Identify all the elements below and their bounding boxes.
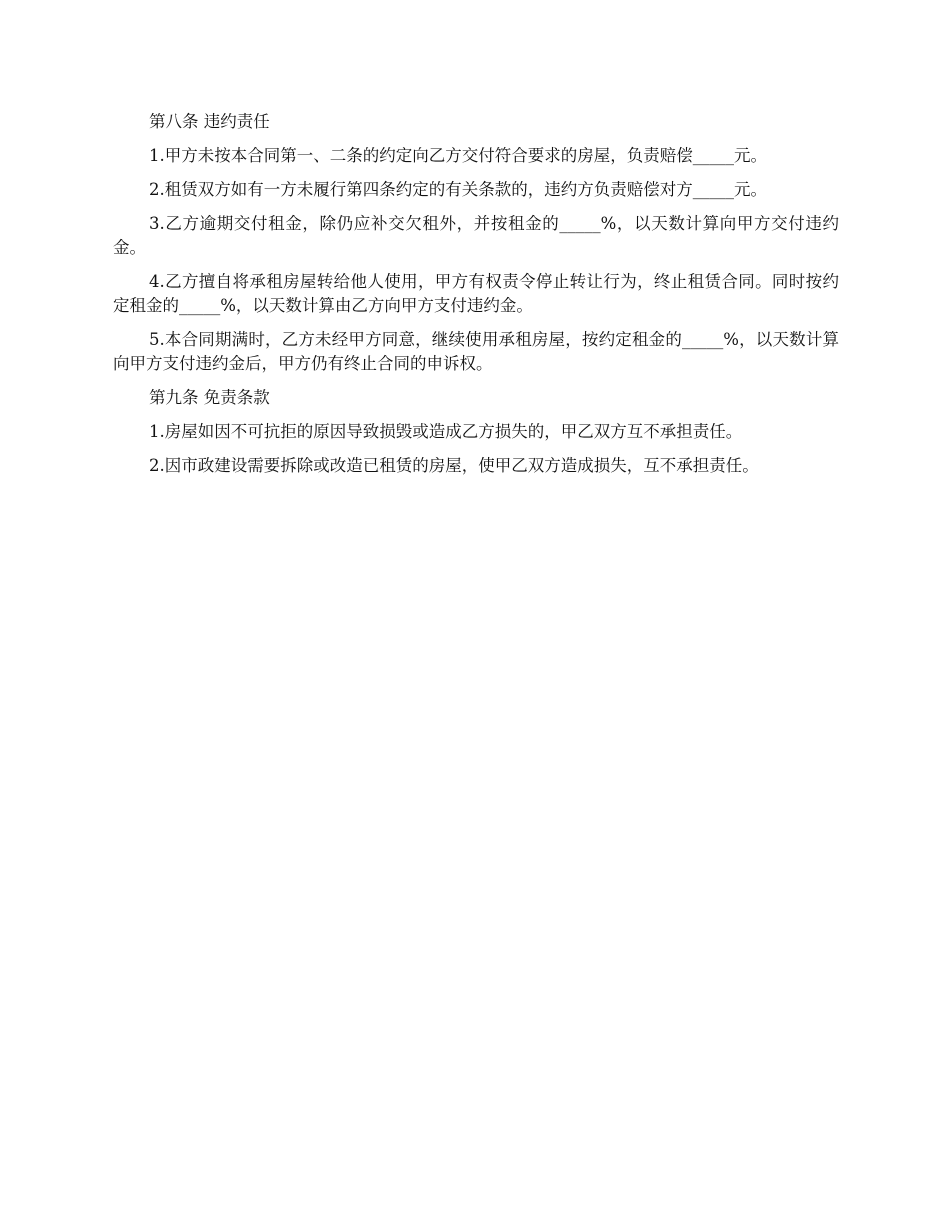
clause-9-1: 1.房屋如因不可抗拒的原因导致损毁或造成乙方损失的，甲乙双方互不承担责任。 [149,422,743,441]
document-page [113,110,839,488]
clause-8-2: 2.租赁双方如有一方未履行第四条约定的有关条款的，违约方负责赔偿对方_____元。 [149,180,767,199]
clause-8-1: 1.甲方未按本合同第一、二条的约定向乙方交付符合要求的房屋，负责赔偿_____元。 [149,146,767,165]
section-heading-9: 第九条 免责条款 [149,388,270,407]
clause-8-5: 5.本合同期满时，乙方未经甲方同意，继续使用承租房屋，按约定租金的_____%，以天数计算向甲方支付违约金后，甲方仍有终止合同的申诉权。 [113,330,839,373]
section-heading-8: 第八条 违约责任 [149,112,270,131]
clause-9-2: 2.因市政建设需要拆除或改造已租赁的房屋，使甲乙双方造成损失，互不承担责任。 [149,456,759,475]
clause-8-4: 4.乙方擅自将承租房屋转给他人使用，甲方有权责令停止转让行为，终止租赁合同。同时按约定租金的_____%，以天数计算由乙方向甲方支付违约金。 [113,272,839,315]
clause-8-3: 3.乙方逾期交付租金，除仍应补交欠租外，并按租金的_____%，以天数计算向甲方交付违约金。 [113,214,839,257]
